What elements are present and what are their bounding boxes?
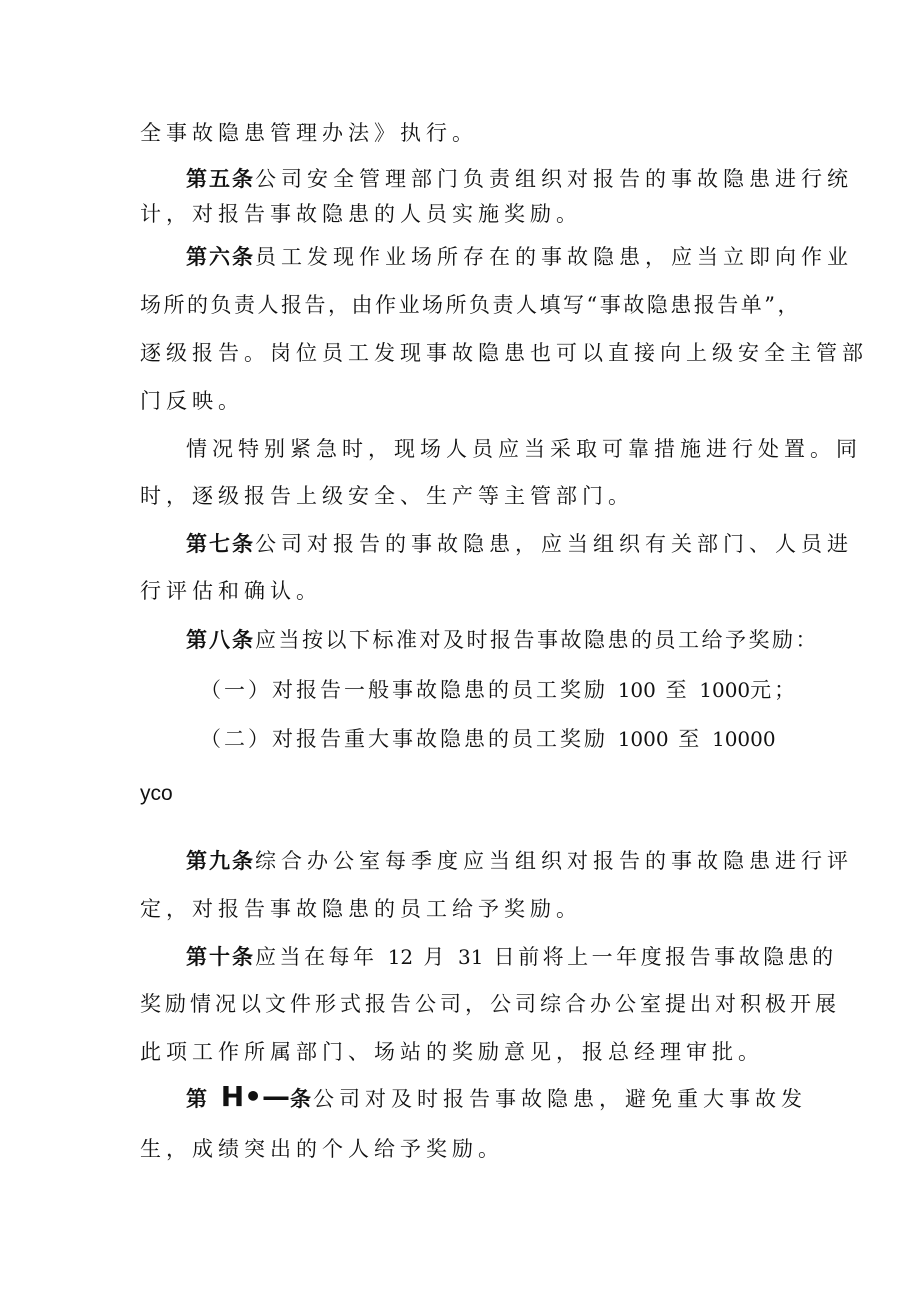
line-text: 应当在每年 — [255, 945, 378, 969]
article-11 — [186, 1080, 808, 1113]
text-line — [140, 483, 634, 509]
text-line — [140, 991, 840, 1017]
line-text: 奖励情况以文件形式报告公司，公司综合办公室提出对积极开展 — [140, 992, 840, 1016]
article-heading: 第七条 — [186, 532, 255, 556]
line-text: 综合办公室每季度应当组织对报告的事故隐患进行评 — [255, 849, 853, 873]
line-text: 逐级报告。岗位员工发现事故隐患也可以直接向上级安全主管部 — [140, 341, 868, 365]
line-text: 至 — [678, 727, 703, 751]
article-5 — [186, 166, 853, 192]
article-6 — [186, 244, 853, 270]
text-line — [140, 340, 868, 366]
article-heading: 第六条 — [186, 245, 255, 269]
article-9 — [186, 848, 853, 874]
text-line — [140, 578, 322, 604]
line-text: 情况特别紧急时，现场人员应当采取可靠措施进行处置。同 — [186, 437, 862, 461]
line-text: 至 — [665, 678, 690, 702]
text-line — [140, 1136, 504, 1162]
article-number: H•— — [220, 1080, 291, 1113]
line-text: （二）对报告重大事故隐患的员工奖励 — [200, 727, 608, 751]
text-line — [140, 388, 244, 414]
line-text: 员工发现作业场所存在的事故隐患，应当立即向作业 — [255, 245, 853, 269]
article-heading: 条 — [290, 1087, 314, 1111]
amount: 1000 — [617, 727, 669, 751]
text-line — [140, 292, 801, 318]
line-text: 场所的负责人报告，由作业场所负责人填写“事故隐患报告单”， — [140, 293, 801, 317]
article-heading: 第 — [186, 1087, 209, 1111]
amount: 100 — [617, 678, 656, 702]
line-text: 日前将上一年度报告事故隐患的 — [493, 945, 837, 969]
date-number: 12 — [387, 945, 414, 969]
article-10 — [186, 944, 837, 970]
list-item — [200, 726, 776, 752]
text-line — [140, 201, 582, 227]
text-line — [140, 781, 173, 807]
line-text: （一）对报告一般事故隐患的员工奖励 — [200, 678, 608, 702]
text-line — [140, 896, 582, 922]
text-line — [140, 1039, 764, 1065]
line-text: 公司对及时报告事故隐患，避免重大事故发 — [313, 1087, 808, 1111]
article-heading: 第九条 — [186, 849, 255, 873]
line-text: 时，逐级报告上级安全、生产等主管部门。 — [140, 484, 634, 508]
line-text: 门反映。 — [140, 389, 244, 413]
amount: 1000 — [699, 678, 751, 702]
article-heading: 第八条 — [186, 628, 255, 652]
line-text: 全事故隐患管理办法》执行。 — [140, 121, 478, 145]
line-text: 月 — [423, 945, 448, 969]
line-text: 行评估和确认。 — [140, 579, 322, 603]
list-item — [200, 677, 798, 703]
line-text: 此项工作所属部门、场站的奖励意见，报总经理审批。 — [140, 1040, 764, 1064]
line-text: 应当按以下标准对及时报告事故隐患的员工给予奖励： — [255, 628, 819, 652]
article-heading: 第十条 — [186, 945, 255, 969]
amount: 10000 — [711, 727, 776, 751]
line-text: 元； — [750, 678, 799, 702]
article-7 — [186, 531, 853, 557]
article-8 — [186, 627, 819, 653]
line-text: 定，对报告事故隐患的员工给予奖励。 — [140, 897, 582, 921]
line-text: 公司安全管理部门负责组织对报告的事故隐患进行统 — [255, 167, 853, 191]
line-text: 生，成绩突出的个人给予奖励。 — [140, 1137, 504, 1161]
text-line — [186, 436, 862, 462]
text-line — [140, 120, 478, 146]
line-text: 公司对报告的事故隐患，应当组织有关部门、人员进 — [255, 532, 853, 556]
article-heading: 第五条 — [186, 167, 255, 191]
line-text: 计，对报告事故隐患的人员实施奖励。 — [140, 202, 582, 226]
line-text: yco — [140, 782, 173, 805]
date-number: 31 — [458, 945, 484, 969]
